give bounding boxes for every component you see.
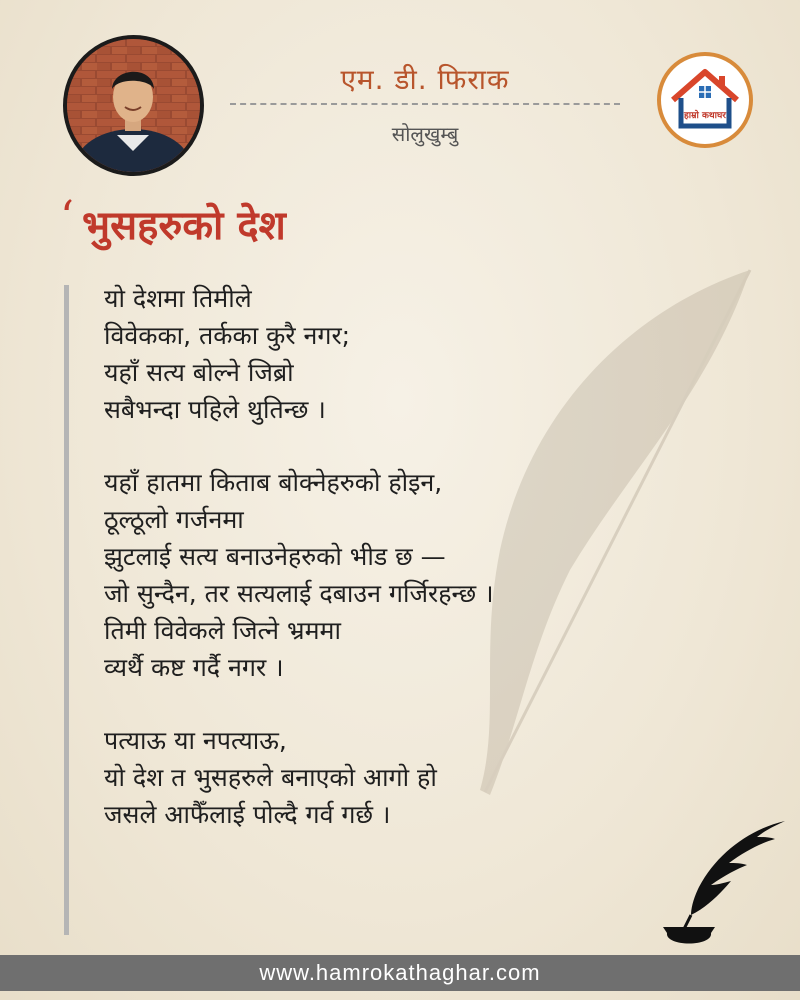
- stanza-1: [104, 280, 704, 428]
- poem-line: विवेकका, तर्कका कुरै नगर;: [104, 321, 351, 350]
- poem-line: यो देश त भुसहरुले बनाएको आगो हो: [104, 763, 437, 792]
- poem-line: व्यर्थै कष्ट गर्दै नगर ।: [104, 653, 284, 682]
- poem-body: [104, 280, 704, 833]
- website-link[interactable]: www.hamrokathaghar.com: [259, 960, 541, 985]
- author-place: सोलुखुम्बु: [391, 122, 459, 146]
- stanza-3: [104, 722, 704, 833]
- author-avatar: [63, 35, 204, 176]
- quill-inkpot-icon: [655, 815, 790, 950]
- poem-title: भुसहरुको देश: [82, 203, 286, 249]
- logo-text: हाम्रो कथाघर: [684, 111, 726, 121]
- footer-bar: [0, 955, 800, 991]
- poem-line: जसले आफैँलाई पोल्दै गर्व गर्छ ।: [104, 800, 391, 829]
- house-logo-icon: [657, 52, 753, 148]
- poem-line: यो देशमा तिमीले: [104, 284, 252, 313]
- quote-icon: ‘: [60, 192, 74, 243]
- poem-title-group: [60, 192, 286, 256]
- header-divider: [230, 103, 620, 105]
- poem-line: तिमी विवेकले जित्ने भ्रममा: [104, 616, 341, 645]
- poem-line: जो सुन्दैन, तर सत्यलाई दबाउन गर्जिरहन्छ ।: [104, 579, 494, 608]
- poem-line: ठूल्ठूलो गर्जनमा: [104, 505, 244, 534]
- poem-line: यहाँ सत्य बोल्ने जिब्रो: [104, 358, 294, 387]
- author-name: एम. डी. फिराक: [340, 63, 510, 96]
- poem-line: पत्याऊ या नपत्याऊ,: [104, 726, 287, 755]
- stanza-2: [104, 464, 704, 686]
- poem-line: यहाँ हातमा किताब बोक्नेहरुको होइन,: [104, 468, 443, 497]
- poem-line: झुटलाई सत्य बनाउनेहरुको भीड छ —: [104, 542, 446, 571]
- poem-sidebar-line: [64, 285, 69, 935]
- poem-line: सबैभन्दा पहिले थुतिन्छ ।: [104, 395, 326, 424]
